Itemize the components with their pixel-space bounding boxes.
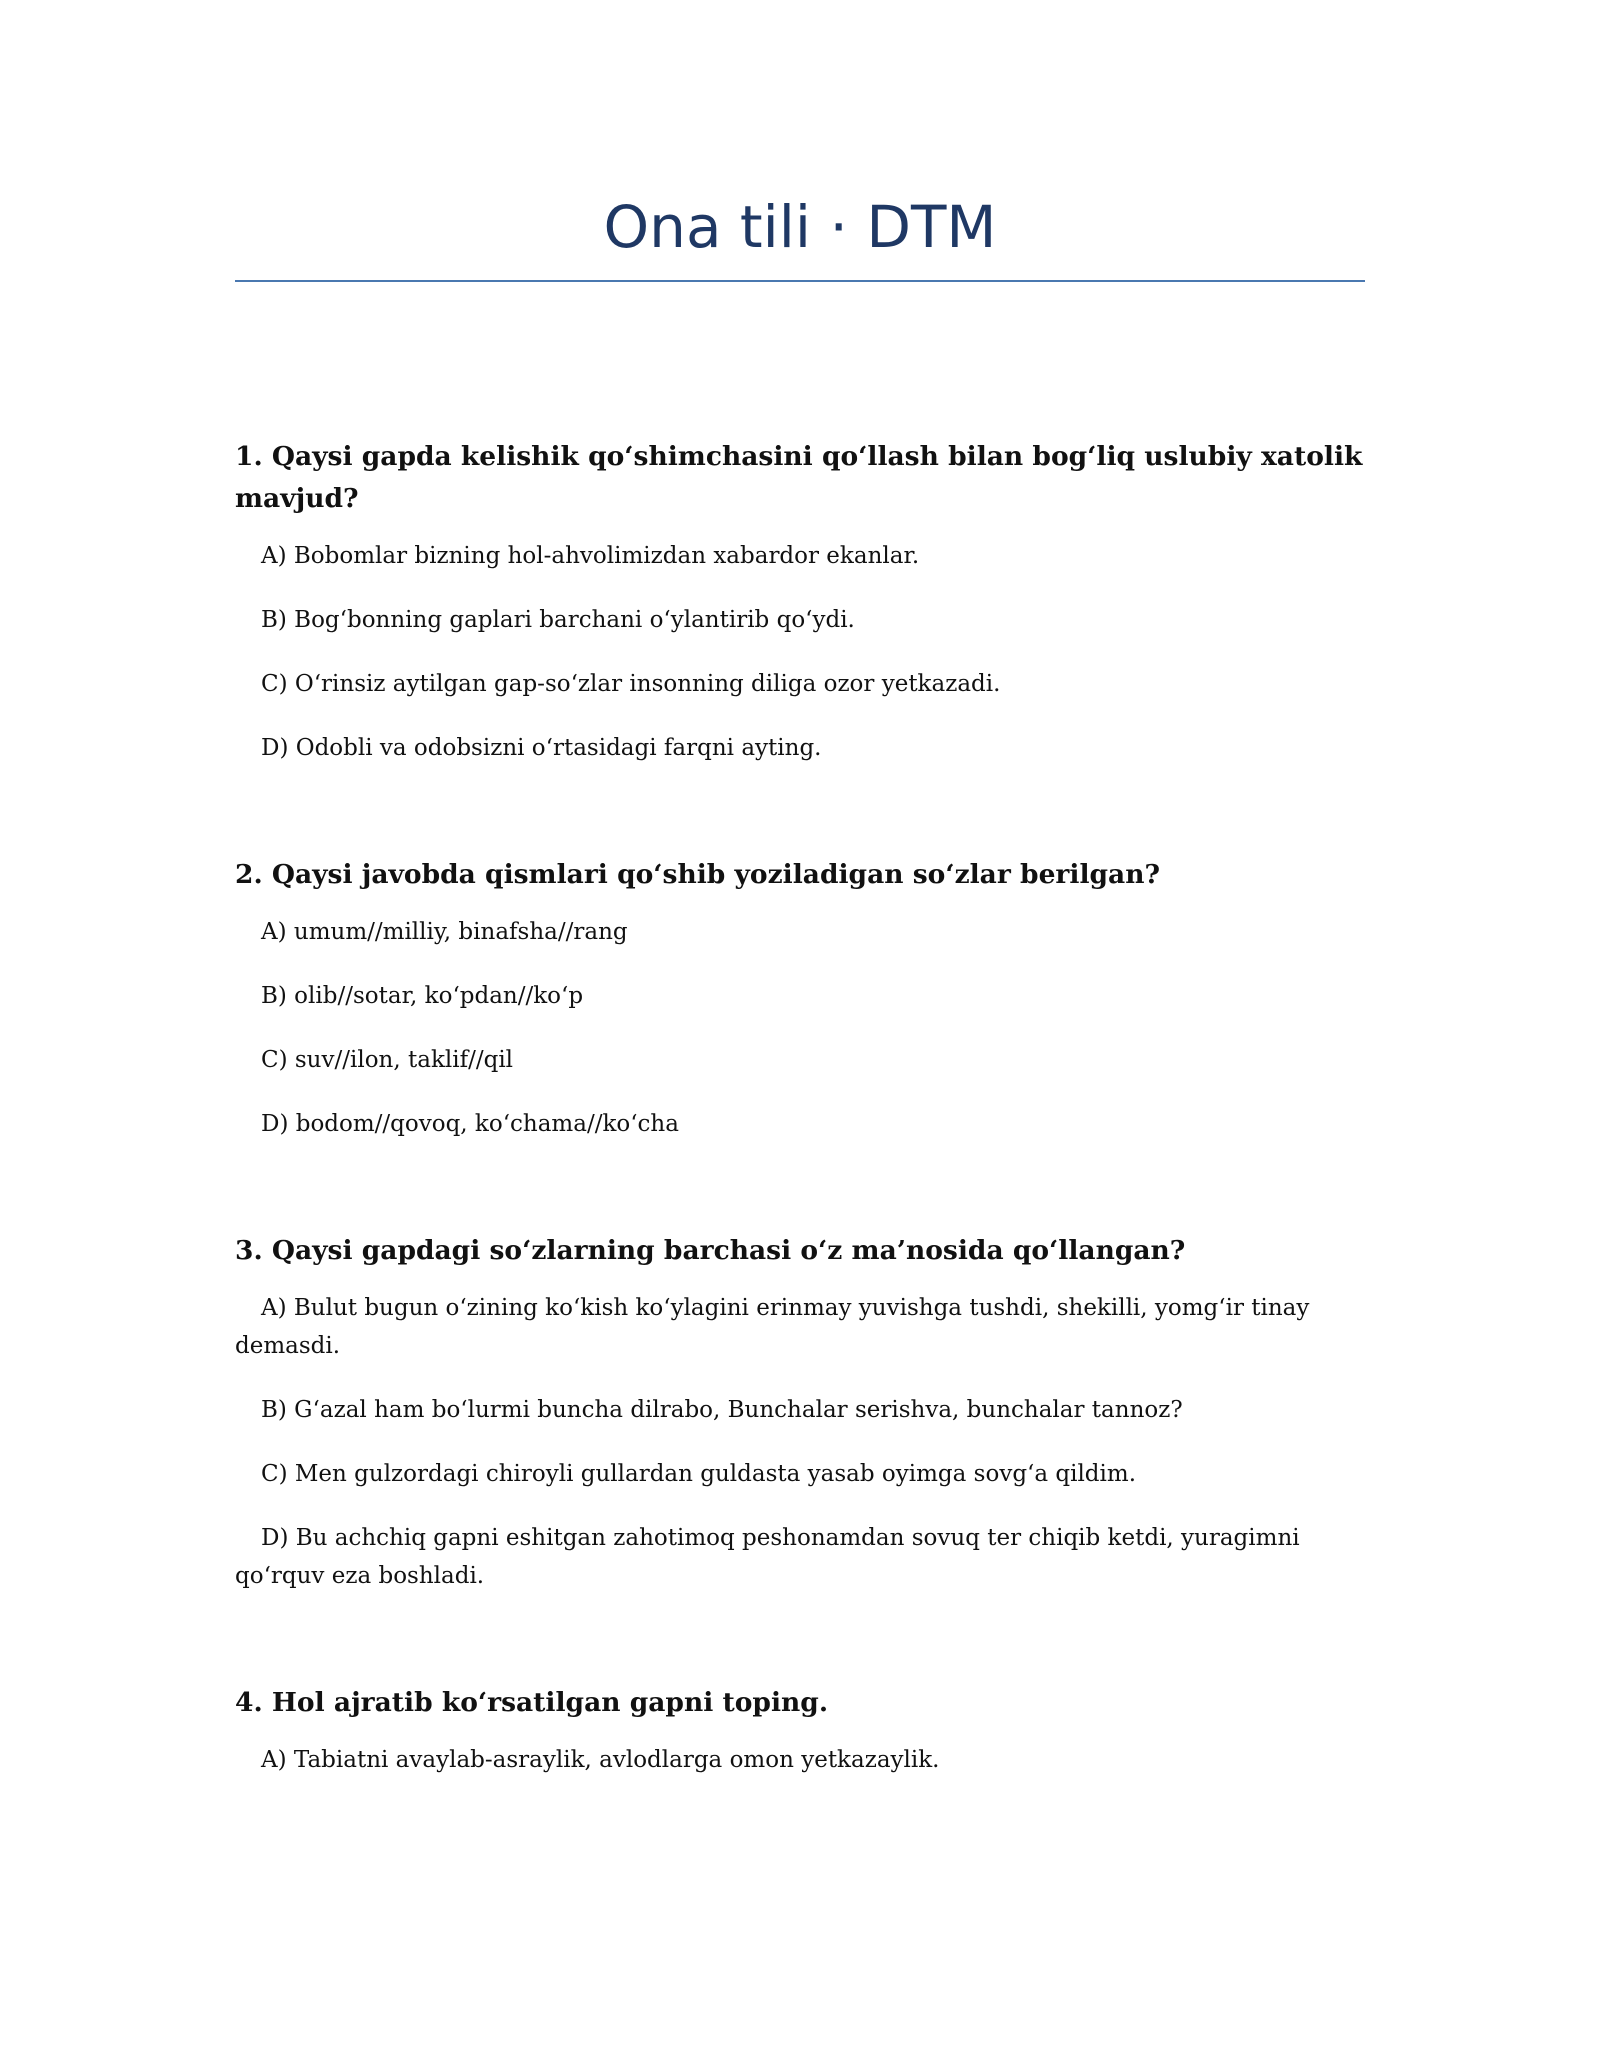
answer-option-b: B) G‘azal ham bo‘lurmi buncha dilrabo, Bunchalar serishva, bunchalar tannoz?	[261, 1397, 1183, 1423]
answer-option-d: D) Odobli va odobsizni o‘rtasidagi farqni ayting.	[261, 735, 822, 761]
question-2	[235, 854, 1365, 1143]
question-3	[235, 1230, 1365, 1595]
title-underline	[235, 280, 1365, 282]
answer-option-c: C) O‘rinsiz aytilgan gap-so‘zlar insonning diliga ozor yetkazadi.	[261, 671, 1001, 697]
document-title: Ona tili · DTM	[603, 193, 997, 261]
answer-option-b: B) olib//sotar, ko‘pdan//ko‘p	[261, 983, 584, 1009]
question-text: 3. Qaysi gapdagi so‘zlarning barchasi o‘z ma’nosida qo‘llangan?	[235, 1235, 1186, 1266]
question-text: 4. Hol ajratib ko‘rsatilgan gapni toping.	[235, 1687, 829, 1718]
document-page	[235, 0, 1365, 1866]
answer-option-a: A) Tabiatni avaylab-asraylik, avlodlarga omon yetkazaylik.	[261, 1747, 940, 1773]
answer-option-d: D) bodom//qovoq, ko‘chama//ko‘cha	[261, 1111, 679, 1137]
answer-option-a: A) umum//milliy, binafsha//rang	[261, 919, 628, 945]
answer-option-d: D) Bu achchiq gapni eshitgan zahotimoq peshonamdan sovuq ter chiqib ketdi, yuragimni qo‘rquv eza boshladi.	[235, 1525, 1300, 1589]
question-4	[235, 1682, 1365, 1779]
answer-option-b: B) Bog‘bonning gaplari barchani o‘ylantirib qo‘ydi.	[261, 607, 855, 633]
answer-option-a: A) Bulut bugun o‘zining ko‘kish ko‘ylagini erinmay yuvishga tushdi, shekilli, yomg‘ir tinay demasdi.	[235, 1295, 1310, 1359]
question-1	[235, 436, 1365, 767]
answer-option-c: C) Men gulzordagi chiroyli gullardan guldasta yasab oyimga sovg‘a qildim.	[261, 1461, 1137, 1487]
question-list	[235, 436, 1365, 1779]
question-text: 2. Qaysi javobda qismlari qo‘shib yoziladigan so‘zlar berilgan?	[235, 859, 1161, 890]
answer-option-c: C) suv//ilon, taklif//qil	[261, 1047, 514, 1073]
answer-option-a: A) Bobomlar bizning hol-ahvolimizdan xabardor ekanlar.	[261, 543, 920, 569]
question-text: 1. Qaysi gapda kelishik qo‘shimchasini qo‘llash bilan bog‘liq uslubiy xatolik mavjud?	[235, 441, 1363, 514]
